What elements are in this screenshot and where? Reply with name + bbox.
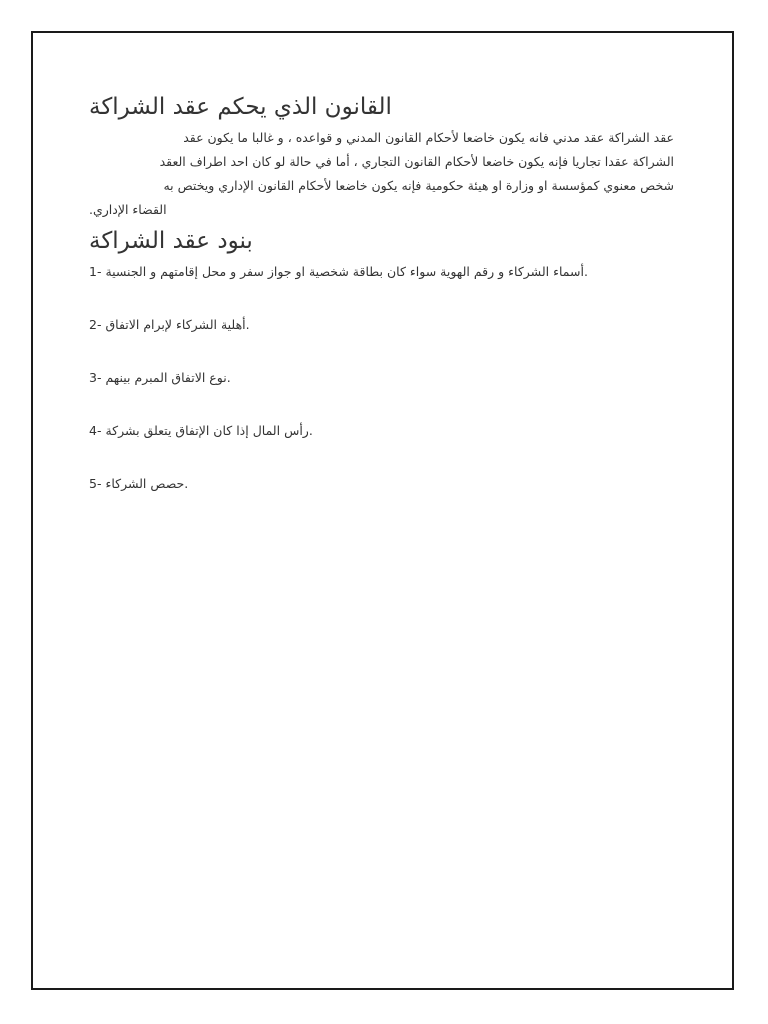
term-item-text: 4- رأس المال إذا كان الإتفاق يتعلق بشركة. [89, 423, 313, 438]
list-item [89, 260, 674, 284]
list-item [89, 419, 674, 443]
governing-law-paragraph [89, 126, 674, 222]
list-item [89, 313, 674, 337]
term-item-text: 3- نوع الاتفاق المبرم بينهم. [89, 370, 231, 385]
contract-terms-heading: بنود عقد الشراكة [89, 228, 253, 254]
paragraph-line-4: .القضاء الإداري [89, 202, 167, 217]
term-item-text: 5- حصص الشركاء. [89, 476, 189, 491]
paragraph-line-2: الشراكة عقدا تجاريا فإنه يكون خاضعا لأحكام القانون التجاري ، أما في حالة لو كان احد اطراف العقد [159, 154, 674, 169]
term-item-text: 2- أهلية الشركاء لإبرام الاتفاق. [89, 317, 250, 332]
contract-terms-list [89, 260, 674, 496]
list-item [89, 472, 674, 496]
document-content [89, 88, 674, 525]
governing-law-heading: القانون الذي يحكم عقد الشراكة [89, 94, 392, 120]
paragraph-line-1: عقد الشراكة عقد مدني فانه يكون خاضعا لأحكام القانون المدني و قواعده ، و غالبا ما يكون عقد [183, 130, 674, 145]
list-item [89, 366, 674, 390]
term-item-text: 1- أسماء الشركاء و رقم الهوية سواء كان بطاقة شخصية او جواز سفر و محل إقامتهم و الجنسية. [89, 264, 588, 279]
paragraph-line-3: شخص معنوي كمؤسسة او وزارة او هيئة حكومية فإنه يكون خاضعا لأحكام القانون الإداري ويختص به [163, 178, 674, 193]
